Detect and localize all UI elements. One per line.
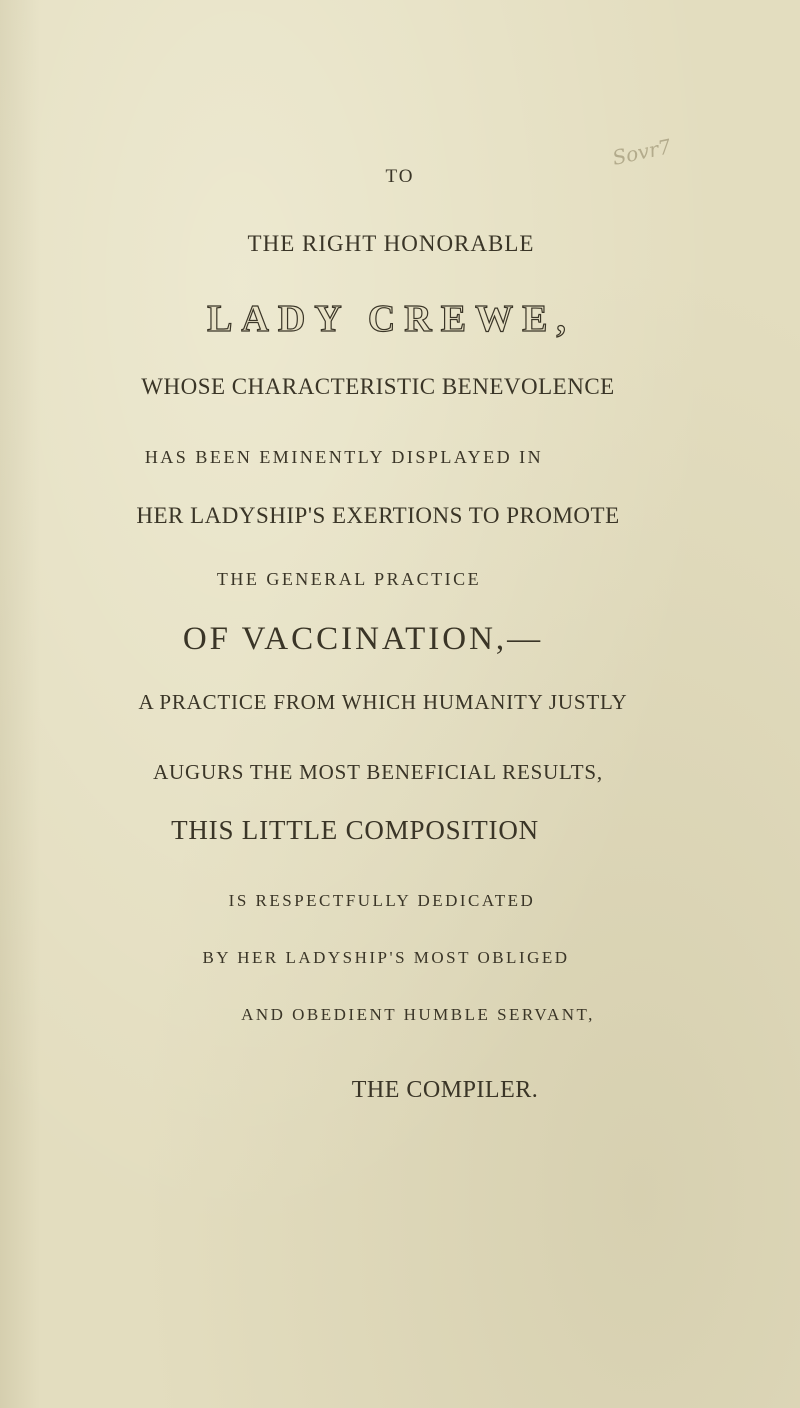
pencil-annotation: Sovr7 [610, 134, 674, 170]
honorific-line: THE RIGHT HONORABLE [247, 231, 535, 256]
general-practice-line: THE GENERAL PRACTICE [216, 569, 482, 589]
humanity-line: A PRACTICE FROM WHICH HUMANITY JUSTLY [138, 690, 628, 714]
dedicated-line: IS RESPECTFULLY DEDICATED [228, 891, 536, 910]
dedicatee-name: LADY CREWE, [207, 298, 575, 340]
signature-line: THE COMPILER. [351, 1077, 539, 1103]
exertions-line: HER LADYSHIP'S EXERTIONS TO PROMOTE [136, 503, 620, 528]
benevolence-line: WHOSE CHARACTERISTIC BENEVOLENCE [141, 374, 615, 399]
vaccination-line: OF VACCINATION,— [182, 621, 544, 657]
has-been-line: HAS BEEN EMINENTLY DISPLAYED IN [144, 447, 544, 467]
servant-line: AND OBEDIENT HUMBLE SERVANT, [241, 1005, 595, 1024]
to-line: TO [385, 166, 415, 187]
obliged-line: BY HER LADYSHIP'S MOST OBLIGED [202, 948, 570, 967]
augurs-line: AUGURS THE MOST BENEFICIAL RESULTS, [153, 760, 603, 784]
composition-line: THIS LITTLE COMPOSITION [171, 815, 539, 845]
